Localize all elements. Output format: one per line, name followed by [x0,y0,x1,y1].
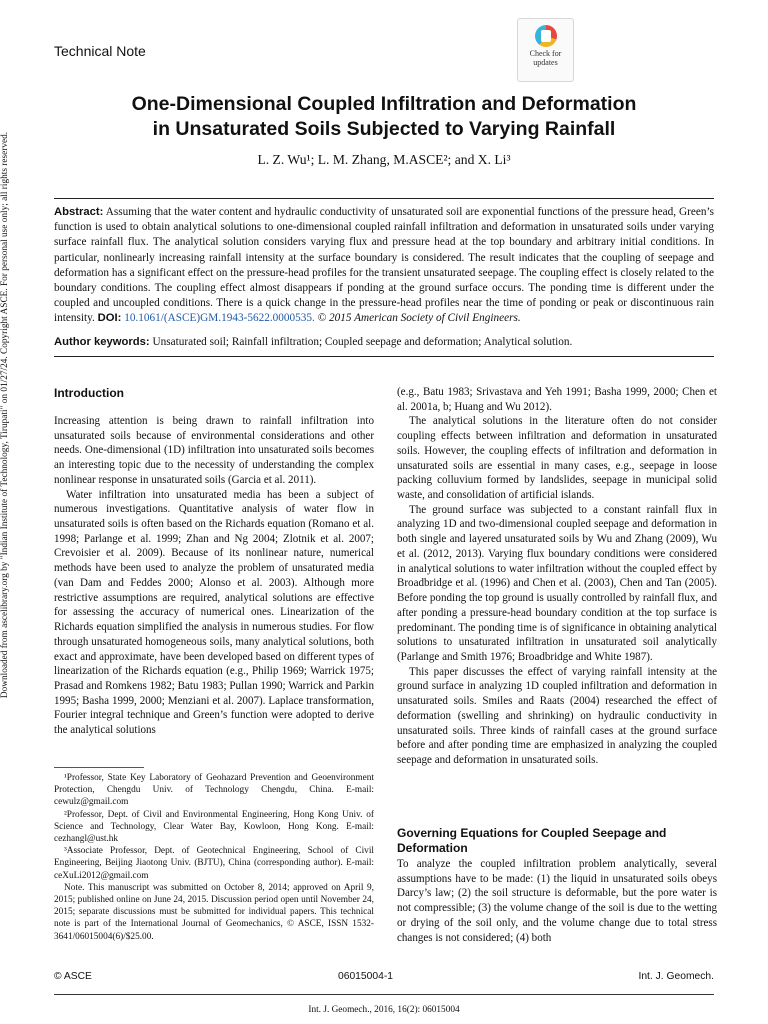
right-paragraph-1: The analytical solutions in the literature often do not consider coupling effects between infiltration and deformation in unsaturated soils. However, the coupling effects of infiltration and deformation in unsaturated soils are essential in many cases, e.g., seepage in loose packing colluvium formed by landslides, seepage in municipal solid waste, and consolidation of artificial islands. [397,415,717,502]
footer-rule [54,994,714,995]
download-notice-sidebar [0,0,18,830]
copyright-line: © 2015 American Society of Civil Engineers. [317,312,521,325]
right-column [397,385,717,768]
footnote-2: ²Professor, Dept. of Civil and Environmental Engineering, Hong Kong Univ. of Science and Technology, Clear Water Bay, Kowloon, Hong Kong. E-mail: cezhangl@ust.hk [54,809,374,845]
section-label: Technical Note [54,43,146,59]
right-paragraph-3: This paper discusses the effect of varying rainfall intensity at the ground surface in analyzing 1D coupled infiltration and deformation in unsaturated soils. Smiles and Raats (2004) researched the effect of deformation (swelling and shrinking) on hydraulic conductivity in unsaturated soils. Three kinds of rainfall cases at the ground surface before and after ponding time are emphasized in analyzing the coupled seepage and deformation in unsaturated soils. [397,665,717,766]
citation-line: Int. J. Geomech., 2016, 16(2): 06015004 [308,1005,460,1015]
author-list: L. Z. Wu¹; L. M. Zhang, M.ASCE²; and X. Li³ [257,152,511,167]
check-for-updates-badge[interactable] [517,18,574,82]
intro-paragraph-1: Increasing attention is being drawn to rainfall infiltration into unsaturated soils because of environmental considerations and other needs. One-dimensional (1D) infiltration into unsaturated soils becomes an interesting topic due to the necessity of understanding the complex nonlinear response in unsaturated soils (Garcia et al. 2011). [54,415,374,486]
intro-paragraph-2: Water infiltration into unsaturated media has been a subject of numerous investigations. Quantitative analysis of water flow in unsaturated soils is often based on the Richards equation (Romano et al. 1998; Parlange et al. 1999; Zhan and Ng 2004; Zlotnik et al. 2007; Crevoisier et al. 2009). Because of its nonlinear nature, numerical methods have been used to analyze the problem of unsaturated media (van Dam and Feddes 2000; Alonso et al. 2003). Although more restrictive assumptions are required, analytical solutions are effective for assessing the accuracy of numerical ones. Linearization of the Richards equation simplified the analysis in numerous studies. For flow through unsaturated homogeneous soils, many analytical solutions, both exact and approximate, have been developed based on different types of linearization of the Richards equation (e.g., Philip 1969; Warrick 1975; Prasad and Romkens 1982; Batu 1983; Pullan 1990; Warrick and Parkin 1995; Basha 1999, 2000; Menziani et al. 2007). Laplace transformation, Fourier integral technique and Green’s function were adopted to derive the analytical solutions [54,488,374,737]
author-keywords [54,336,714,348]
crossmark-icon [535,25,557,47]
right-paragraph-2: The ground surface was subjected to a constant rainfall flux in analyzing 1D and two-dimensional coupled seepage and deformation in both single and layered unsaturated soils by Wu and Zhang (2009), Wu et al. (2012, 2013). Varying flux boundary conditions were considered in analytical solutions to water infiltration without the coupled effect by Broadbridge et al. (1996) and Chen et al. (2003), Chen and Tan (2005). Before ponding the top ground is usually controlled by rainfall flux, and after ponding a pressure-head boundary condition at the top surface is predominant. The ponding time is of significance in obtaining analytical solutions to unsaturated infiltration in unsaturated soil analytically (Parlange and Smith 1976; Broadbridge and White 1987). [397,503,717,663]
footnote-1: ¹Professor, State Key Laboratory of Geohazard Prevention and Geoenvironment Protection, Chengdu Univ. of Technology Chengdu, China. E-mail: cewulz@gmail.com [54,773,374,808]
paper-title [60,92,708,142]
footnote-rule [54,767,144,768]
title-line1: One-Dimensional Coupled Infiltration and Deformation [131,93,637,115]
footer-publisher: © ASCE [54,971,92,982]
submission-note: Note. This manuscript was submitted on October 8, 2014; approved on April 9, 2015; published online on June 24, 2015. Discussion period open until November 24, 2015; separate discussions must be submitted for individual papers. This technical note is part of the International Journal of Geomechanics, © ASCE, ISSN 1532-3641/06015004(6)/$25.00. [54,882,374,942]
footer-page-id: 06015004-1 [338,971,393,982]
keywords-label: Author keywords: [54,336,150,348]
abstract-label: Abstract: [54,206,104,218]
badge-line2: updates [533,58,558,67]
doi-label: DOI: [97,312,122,325]
left-column [54,414,374,738]
abstract [54,205,714,327]
introduction-heading: Introduction [54,386,124,400]
governing-equations-heading: Governing Equations for Coupled Seepage and Deformation [397,826,667,855]
gov-paragraph-1: To analyze the coupled infiltration problem analytically, several assumptions have to be made: (1) the liquid in unsaturated soils obeys Darcy’s law; (2) the soil structure is deformable, but the pore water is not compressible; (3) the volume change of the soil is due to the wetting or drying of the soil only, and the volume change due to total stress changes is not considered; (4) both [397,858,717,944]
abstract-text: Assuming that the water content and hydraulic conductivity of unsaturated soil are exponential functions of the pressure head, Green’s function is used to obtain analytical solutions to one-dimensional coupled rainfall infiltration and deformation in unsaturated soils under varying surface rainfall flux. The analytical solution considers varying flux and pressure head at the top boundary and arbitrary initial conditions. In particular, nonlinearly increasing rainfall intensity at the surface boundary is considered. The result indicates that the coupling of seepage and deformation has a significant effect on the pressure-head profiles for the transient unsaturated seepage. The coupling effect is closely related to the boundary conditions. The coupling effect almost disappears if ponding at the ground surface occurs. The ponding time is different under the coupled and uncoupled conditions. There is a quick change in the pressure-head profiles near the time of ponding or peak or discontinuous rain intensity. [54,206,714,325]
abstract-top-rule [54,198,714,199]
badge-line1: Check for [529,49,562,58]
abstract-bottom-rule [54,356,714,357]
doi-link[interactable]: 10.1061/(ASCE)GM.1943-5622.0000535. [124,312,315,325]
download-notice-text: Downloaded from ascelibrary.org by "Indian Institute of Technology, Tirupati" on 01/27/24. Copyright ASCE. For personal use only; all rights reserved. [0,131,10,699]
governing-equations-body [397,857,717,945]
right-paragraph-0: (e.g., Batu 1983; Srivastava and Yeh 1991; Basha 1999, 2000; Chen et al. 2001a, b; Huang and Wu 2012). [397,386,717,413]
title-line2: in Unsaturated Soils Subjected to Varying Rainfall [152,118,616,140]
keywords-text: Unsaturated soil; Rainfall infiltration; Coupled seepage and deformation; Analytical solution. [152,336,573,348]
footnote-3: ³Associate Professor, Dept. of Geotechnical Engineering, School of Civil Engineering, Beijing Jiaotong Univ. (BJTU), China (corresponding author). E-mail: ceXuLi2012@gmail.com [54,846,374,881]
footer-journal: Int. J. Geomech. [638,971,714,982]
footnotes [54,772,374,943]
